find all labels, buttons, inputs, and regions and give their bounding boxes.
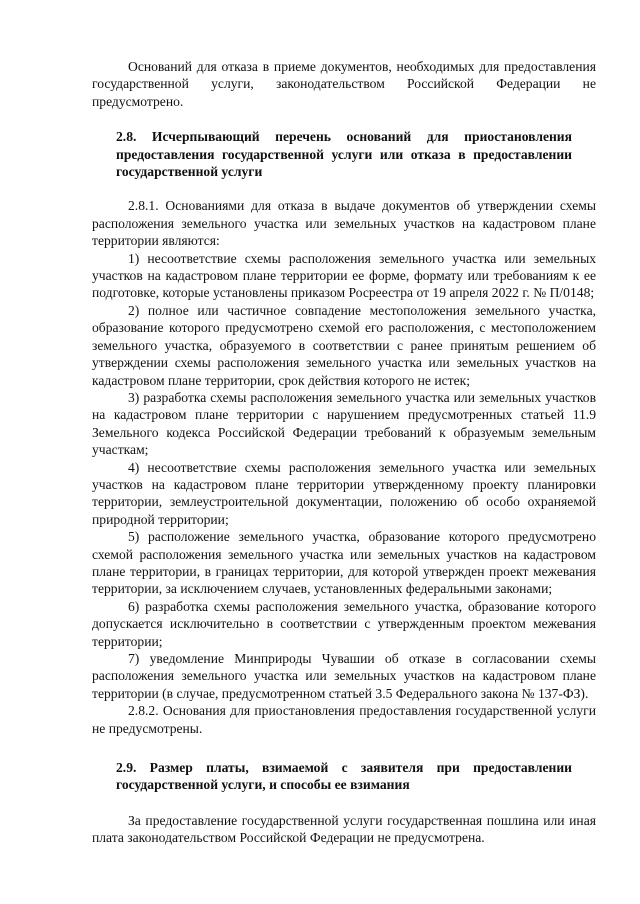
list-item-3: 3) разработка схемы расположения земельного участка или земельных участков на кадастровом плане территории с нарушением предусмотренных статьей 11.9 Земельного кодекса Российской Федерации требований к образуемым земельным участкам; bbox=[92, 389, 596, 458]
intro-paragraph: Оснований для отказа в приеме документов, необходимых для предоставления государственной услуги, законодательством Российской Федерации не предусмотрено. bbox=[92, 59, 596, 109]
list-item-1: 1) несоответствие схемы расположения земельного участка или земельных участков на кадастровом плане территории ее форме, формату или требованиям к ее подготовке, которые установлены приказом Росреестра от 19 апреля 2022 г. № П/0148; bbox=[92, 250, 596, 301]
list-item-4: 4) несоответствие схемы расположения земельного участка или земельных участков на кадастровом плане территории утвержденному проекту планировки территории, землеустроительной документации, положению об особо охраняемой природной территории; bbox=[92, 459, 596, 527]
fee-paragraph: За предоставление государственной услуги государственная пошлина или иная плата законодательством Российской Федерации не предусмотрена. bbox=[92, 812, 596, 846]
section-2-9-heading: 2.9. Размер платы, взимаемой с заявителя при предоставлении государственной услуги, и способы ее взимания bbox=[116, 760, 572, 793]
list-item-5: 5) расположение земельного участка, образование которого предусмотрено схемой расположения земельного участка или земельных участков на кадастровом плане территории, в границах территории, для которой утвержден проект межевания территории, за исключением случаев, установленных федеральными законами; bbox=[92, 529, 596, 597]
list-item-2: 2) полное или частичное совпадение местоположения земельного участка, образование которого предусмотрено схемой его расположения, с местоположением земельного участка, образуемого в соответствии с ранее принятым решением об утверждении схемы расположения земельного участка или земельных участков на кадастровом плане территории, срок действия которого не истек; bbox=[92, 302, 596, 388]
list-item-6: 6) разработка схемы расположения земельного участка, образование которого допускается исключительно в соответствии с утвержденным проектом межевания территории; bbox=[92, 598, 596, 649]
paragraph-2-8-2: 2.8.2. Основания для приостановления предоставления государственной услуги не предусмотрены. bbox=[92, 703, 596, 736]
paragraph-2-8-1: 2.8.1. Основаниями для отказа в выдаче документов об утверждении схемы расположения земельного участка или земельных участков на кадастровом плане территории являются: bbox=[92, 198, 596, 249]
list-item-7: 7) уведомление Минприроды Чувашии об отказе в согласовании схемы расположения земельного участка или земельных участков на кадастровом плане территории (в случае, предусмотренном статьей 3.5 Федерального закона № 137-ФЗ). bbox=[92, 651, 596, 701]
section-2-8-heading: 2.8. Исчерпывающий перечень оснований для приостановления предоставления государственной услуги или отказа в предоставлении государственной услуги bbox=[116, 129, 572, 180]
